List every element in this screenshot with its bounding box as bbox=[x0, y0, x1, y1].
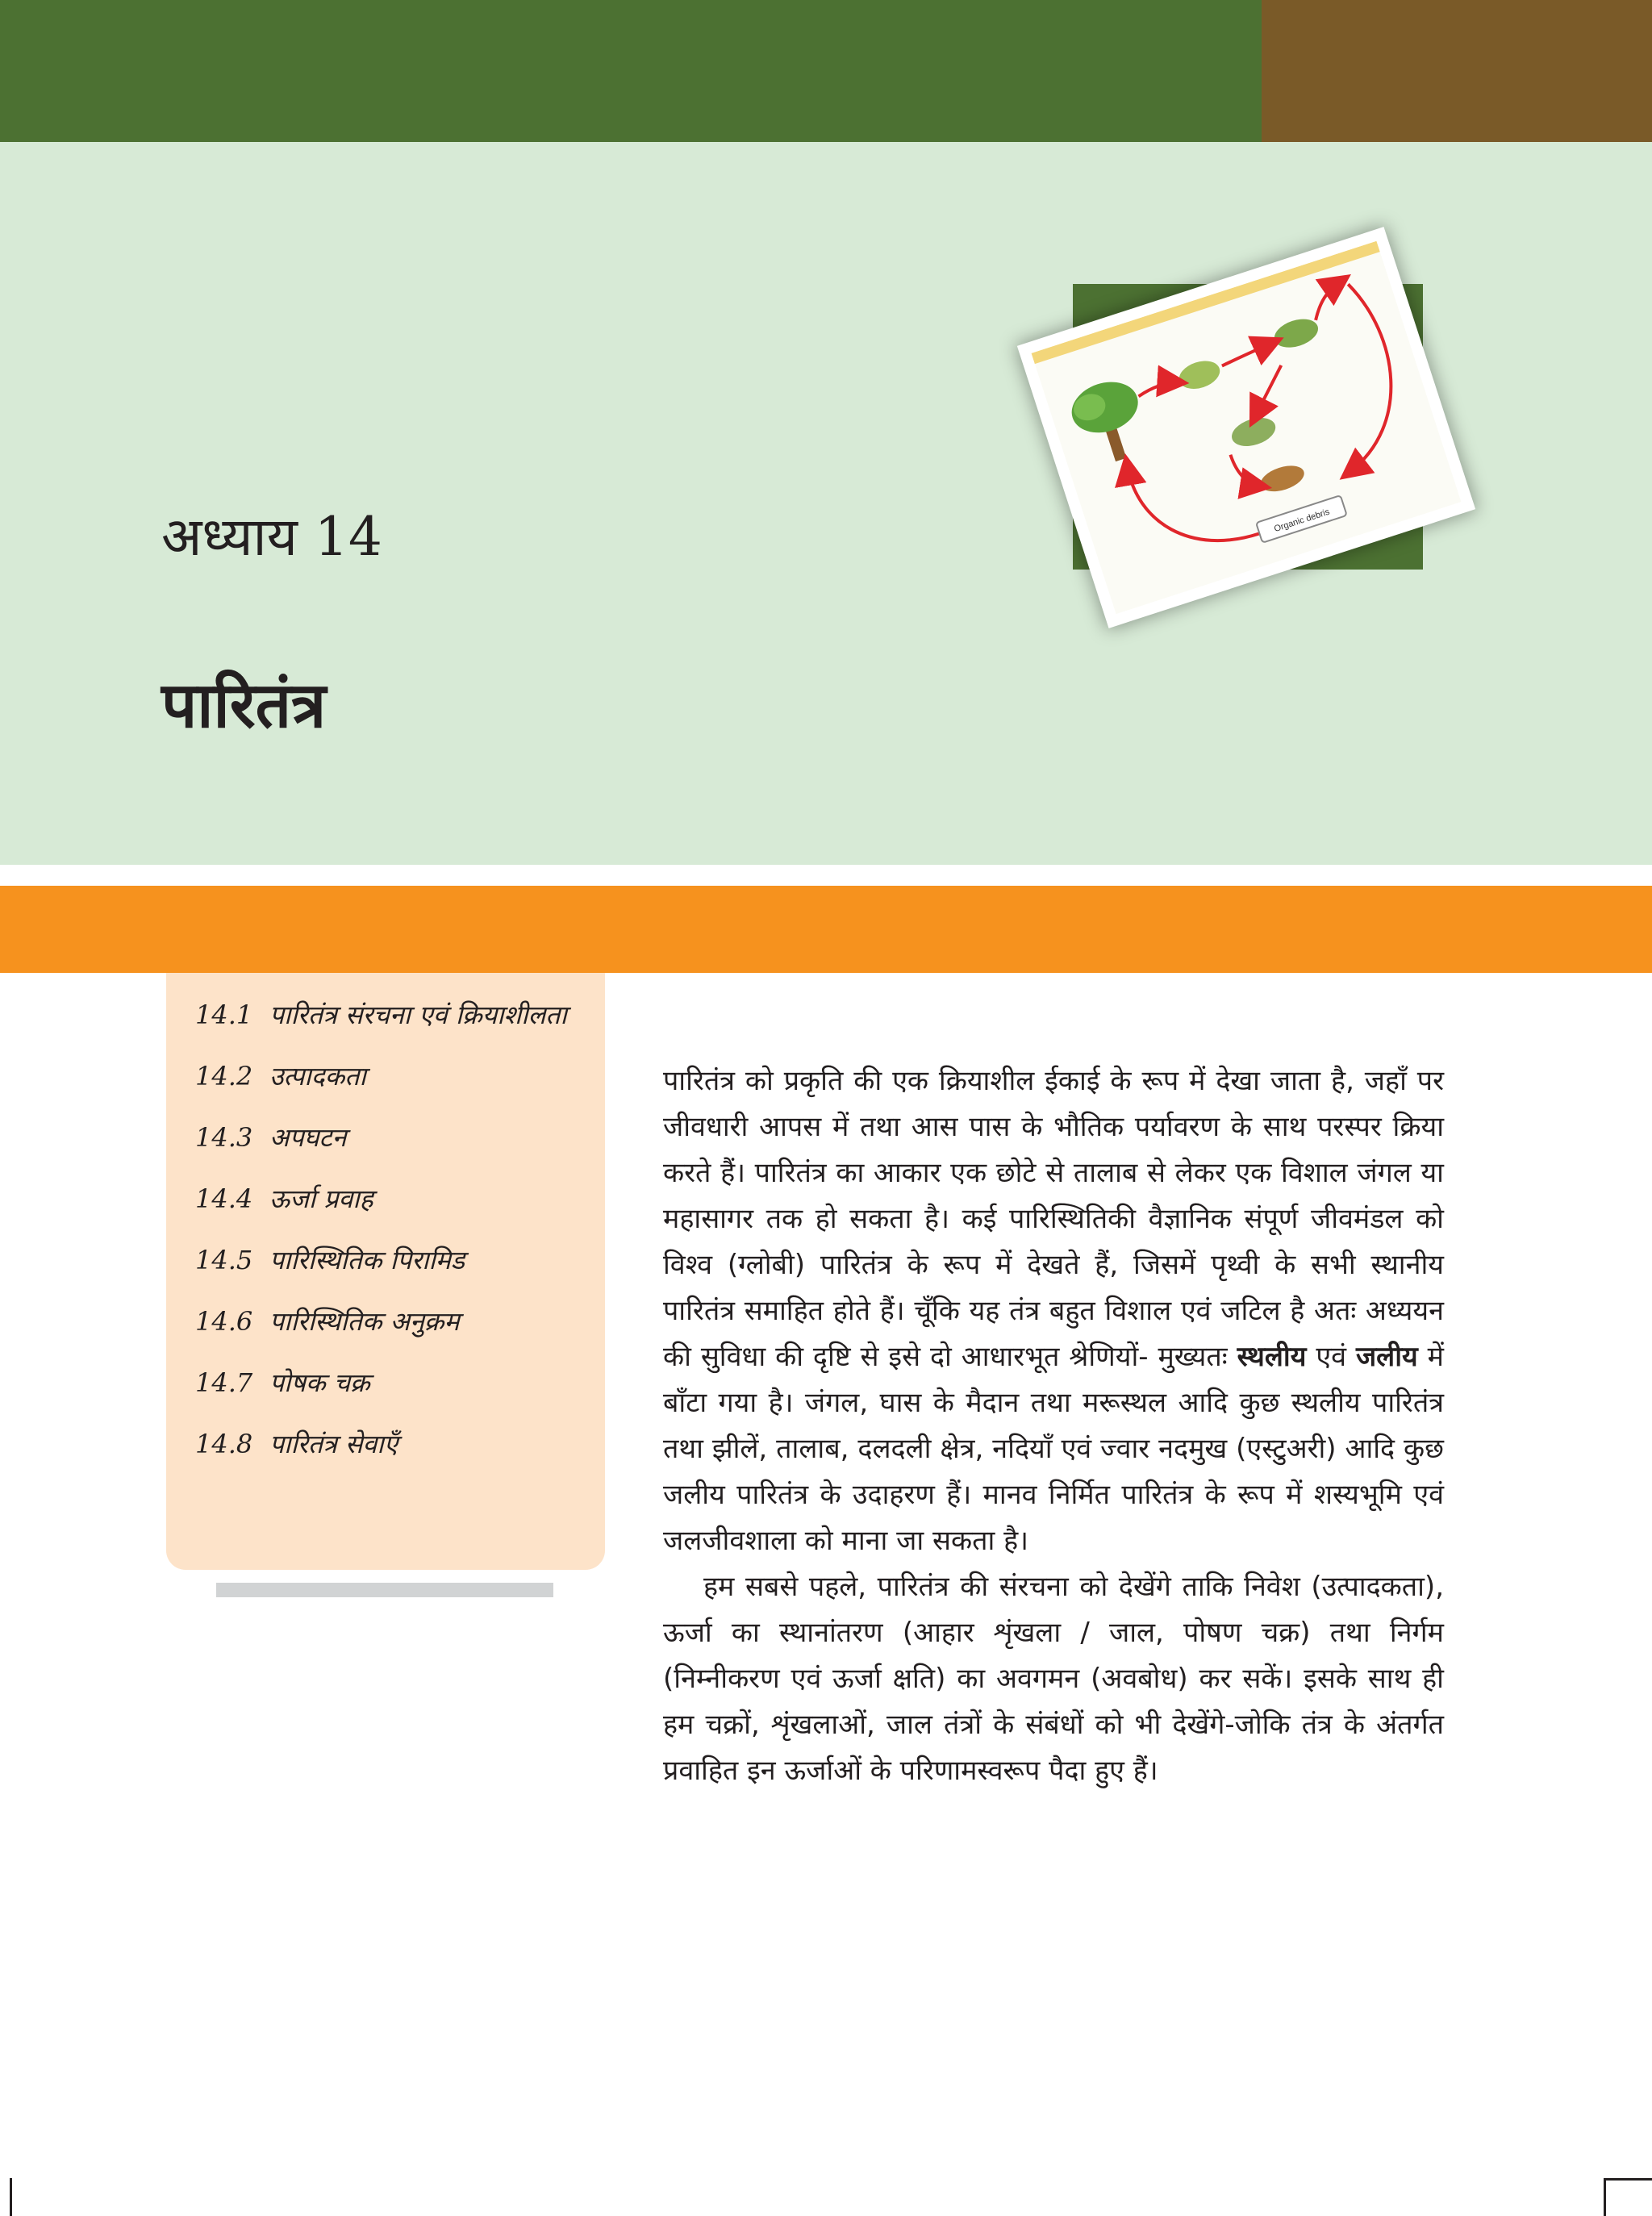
section-title: पारिस्थितिक पिरामिड bbox=[269, 1245, 465, 1275]
section-title: पारिस्थितिक अनुक्रम bbox=[269, 1306, 460, 1337]
section-title: पारितंत्र संरचना एवं क्रियाशीलता bbox=[269, 999, 567, 1030]
intro-paragraph-2: हम सबसे पहले, पारितंत्र की संरचना को देखेंगे ताकि निवेश (उत्पादकता), ऊर्जा का स्थानांतरण (आहार शृंखला / जाल, पोषण चक्र) तथा निर्गम (निम्नीकरण एवं ऊर्जा क्षति) का अवगमन (अवबोध) कर सकें। इसके साथ ही हम चक्रों, शृंखलाओं, जाल तंत्रों के संबंधों को भी देखेंगे-जोकि तंत्र के अंतर्गत प्रवाहित इन ऊर्जाओं के परिणामस्वरूप पैदा हुए हैं। bbox=[663, 1571, 1444, 1787]
chapter-title: पारितंत्र bbox=[161, 670, 327, 742]
paragraph-text: एवं bbox=[1316, 1341, 1347, 1373]
top-brown-bar bbox=[1262, 0, 1652, 142]
chapter-contents-box bbox=[166, 973, 605, 1570]
crop-mark bbox=[1604, 2178, 1652, 2181]
section-title: उत्पादकता bbox=[269, 1061, 366, 1091]
section-number: 14.8 bbox=[195, 1429, 253, 1459]
intro-paragraph-1 bbox=[663, 1058, 1444, 1564]
section-title: अपघटन bbox=[269, 1122, 347, 1153]
contents-item[interactable] bbox=[195, 997, 567, 1058]
section-number: 14.4 bbox=[195, 1183, 253, 1214]
section-title: ऊर्जा प्रवाह bbox=[269, 1183, 373, 1214]
section-number: 14.7 bbox=[195, 1367, 253, 1398]
chapter-intro-text bbox=[663, 1058, 1444, 1794]
term-terrestrial: स्थलीय bbox=[1237, 1341, 1307, 1373]
section-number: 14.5 bbox=[195, 1245, 253, 1275]
crop-mark bbox=[1604, 2178, 1606, 2216]
section-number: 14.3 bbox=[195, 1122, 253, 1153]
section-number: 14.6 bbox=[195, 1306, 253, 1337]
contents-list bbox=[195, 997, 567, 1488]
paragraph-text: में बाँटा गया है। जंगल, घास के मैदान तथा मरूस्थल आदि कुछ स्थलीय पारितंत्र तथा झीलें, तालाब, दलदली क्षेत्र, नदियाँ एवं ज्वार नदमुख (एस्टुअरी) आदि कुछ जलीय पारितंत्र के उदाहरण हैं। मानव निर्मित पारितंत्र के रूप में शस्यभूमि एवं जलजीवशाला को माना जा सकता है। bbox=[663, 1341, 1445, 1557]
contents-item[interactable] bbox=[195, 1365, 567, 1426]
section-title: पोषक चक्र bbox=[269, 1367, 370, 1398]
contents-item[interactable] bbox=[195, 1304, 567, 1365]
contents-item[interactable] bbox=[195, 1120, 567, 1181]
chapter-number: अध्याय 14 bbox=[161, 506, 382, 568]
orange-divider-band bbox=[0, 886, 1652, 973]
paragraph-text: पारितंत्र को प्रकृति की एक क्रियाशील ईकाई के रूप में देखा जाता है, जहाँ पर जीवधारी आपस में तथा आस पास के भौतिक पर्यावरण के साथ परस्पर क्रिया करते हैं। पारितंत्र का आकार एक छोटे से तालाब से लेकर एक विशाल जंगल या महासागर तक हो सकता है। कई पारिस्थितिकी वैज्ञानिक संपूर्ण जीवमंडल को विश्व (ग्लोबी) पारितंत्र के रूप में देखते हैं, जिसमें पृथ्वी के सभी स्थानीय पारितंत्र समाहित होते हैं। चूँकि यह तंत्र बहुत विशाल एवं जटिल है अतः अध्ययन की सुविधा की दृष्टि से इसे दो आधारभूत श्रेणियों- मुख्यतः bbox=[663, 1065, 1444, 1373]
figure-label-text: Organic debris bbox=[1273, 507, 1331, 535]
contents-underline-bar bbox=[216, 1583, 553, 1597]
contents-item[interactable] bbox=[195, 1058, 567, 1120]
contents-item[interactable] bbox=[195, 1426, 567, 1488]
crop-mark bbox=[10, 2178, 12, 2216]
contents-item[interactable] bbox=[195, 1242, 567, 1304]
term-aquatic: जलीय bbox=[1355, 1341, 1418, 1373]
section-title: पारितंत्र सेवाएँ bbox=[269, 1429, 398, 1459]
section-number: 14.1 bbox=[195, 999, 253, 1030]
contents-item[interactable] bbox=[195, 1181, 567, 1242]
top-green-bar bbox=[0, 0, 1262, 142]
section-number: 14.2 bbox=[195, 1061, 253, 1091]
